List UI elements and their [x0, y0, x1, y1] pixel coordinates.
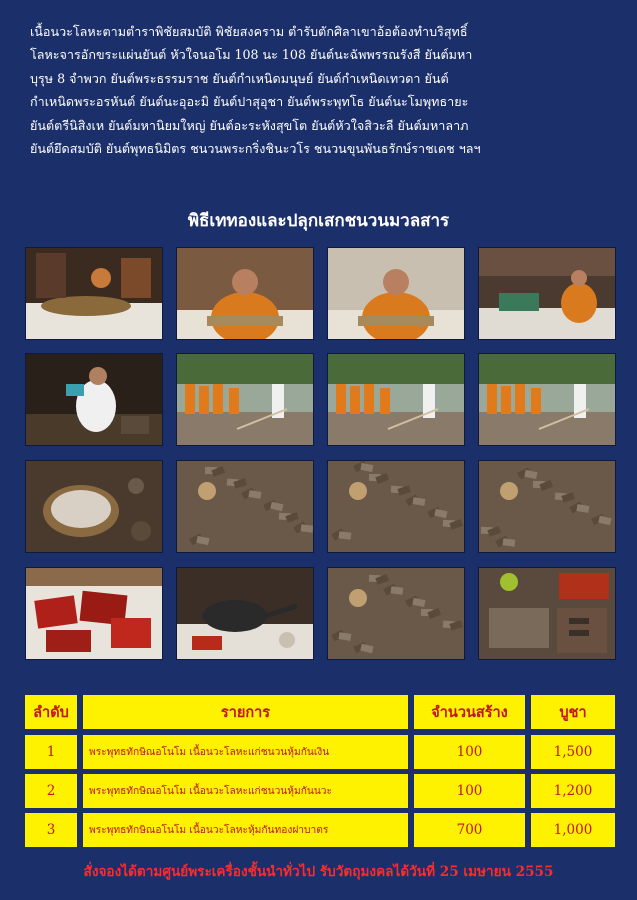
ceremony-photo — [176, 460, 314, 553]
ceremony-photo — [176, 247, 314, 340]
table-header-row — [25, 695, 615, 729]
intro-line: ยันต์ตรีนิสิงเห ยันต์มหานิยมใหญ่ ยันต์อะระหังสุขโต ยันต์หัวใจสิวะลี ยันต์มหาลาภ — [30, 117, 469, 133]
row-item: พระพุทธทักษิณอโนโม เนื้อนวะโลหะหุ้มกันทองฝาบาตร — [83, 813, 408, 847]
ceremony-photo — [176, 353, 314, 446]
intro-line: บุรุษ 8 จำพวก ยันต์พระธรรมราช ยันต์กำเหนิดมนุษย์ ยันต์กำเหนิดเทวดา ยันต์ — [30, 70, 449, 86]
header-quantity: จำนวนสร้าง — [414, 695, 525, 729]
intro-line: ยันต์ยึดสมบัติ ยันต์พุทธนิมิตร ชนวนพระกริ่งชินะวโร ชนวนขุนพันธรักษ์ราชเดช ฯลฯ — [30, 141, 481, 157]
header-price: บูชา — [531, 695, 615, 729]
row-no: 1 — [25, 735, 77, 769]
ceremony-photo — [327, 460, 465, 553]
row-price: 1,500 — [531, 735, 615, 769]
table-row — [25, 813, 615, 847]
row-no: 2 — [25, 774, 77, 808]
row-price: 1,000 — [531, 813, 615, 847]
intro-paragraph — [30, 20, 610, 160]
ceremony-photo — [478, 567, 616, 660]
ceremony-photo-grid — [25, 247, 615, 658]
ceremony-photo — [327, 353, 465, 446]
header-item: รายการ — [83, 695, 408, 729]
ceremony-photo — [478, 247, 616, 340]
header-no: ลำดับ — [25, 695, 77, 729]
ceremony-photo — [327, 247, 465, 340]
ceremony-photo — [25, 247, 163, 340]
pre-order-notice: สั่งจองได้ตามศูนย์พระเครื่องชั้นนำทั่วไป รับวัตถุมงคลได้วันที่ 25 เมษายน 2555 — [83, 864, 554, 880]
ceremony-section-title: พิธีเททองและปลุกเสกชนวนมวลสาร — [187, 211, 450, 231]
ceremony-photo — [176, 567, 314, 660]
row-quantity: 100 — [414, 774, 525, 808]
row-quantity: 100 — [414, 735, 525, 769]
row-item: พระพุทธทักษิณอโนโม เนื้อนวะโลหะแก่ชนวนหุ้มกันนวะ — [83, 774, 408, 808]
ceremony-photo — [327, 567, 465, 660]
row-no: 3 — [25, 813, 77, 847]
intro-line: เนื้อนวะโลหะตามตำราพิชัยสมบัติ พิชัยสงคราม ตำรับตักศิลาเขาอ้อต้องทำบริสุทธิ์ — [30, 24, 468, 39]
ceremony-photo — [25, 460, 163, 553]
intro-line: กำเหนิดพระอรหันต์ ยันต์นะอุอะมิ ยันต์ปาสุอุชา ยันต์พระพุทโธ ยันต์นะโมพุทธายะ — [30, 94, 469, 110]
ceremony-photo — [478, 353, 616, 446]
intro-line: โลหะจารอักขระแผ่นยันต์ หัวใจนอโม 108 นะ 108 ยันต์นะฉัพพรรณรังสี ยันต์มหา — [30, 47, 473, 63]
table-row — [25, 735, 615, 769]
row-item: พระพุทธทักษิณอโนโม เนื้อนวะโลหะแก่ชนวนหุ้มกันเงิน — [83, 735, 408, 769]
ceremony-photo — [25, 567, 163, 660]
table-row — [25, 774, 615, 808]
ceremony-photo — [478, 460, 616, 553]
row-price: 1,200 — [531, 774, 615, 808]
row-quantity: 700 — [414, 813, 525, 847]
ceremony-photo — [25, 353, 163, 446]
